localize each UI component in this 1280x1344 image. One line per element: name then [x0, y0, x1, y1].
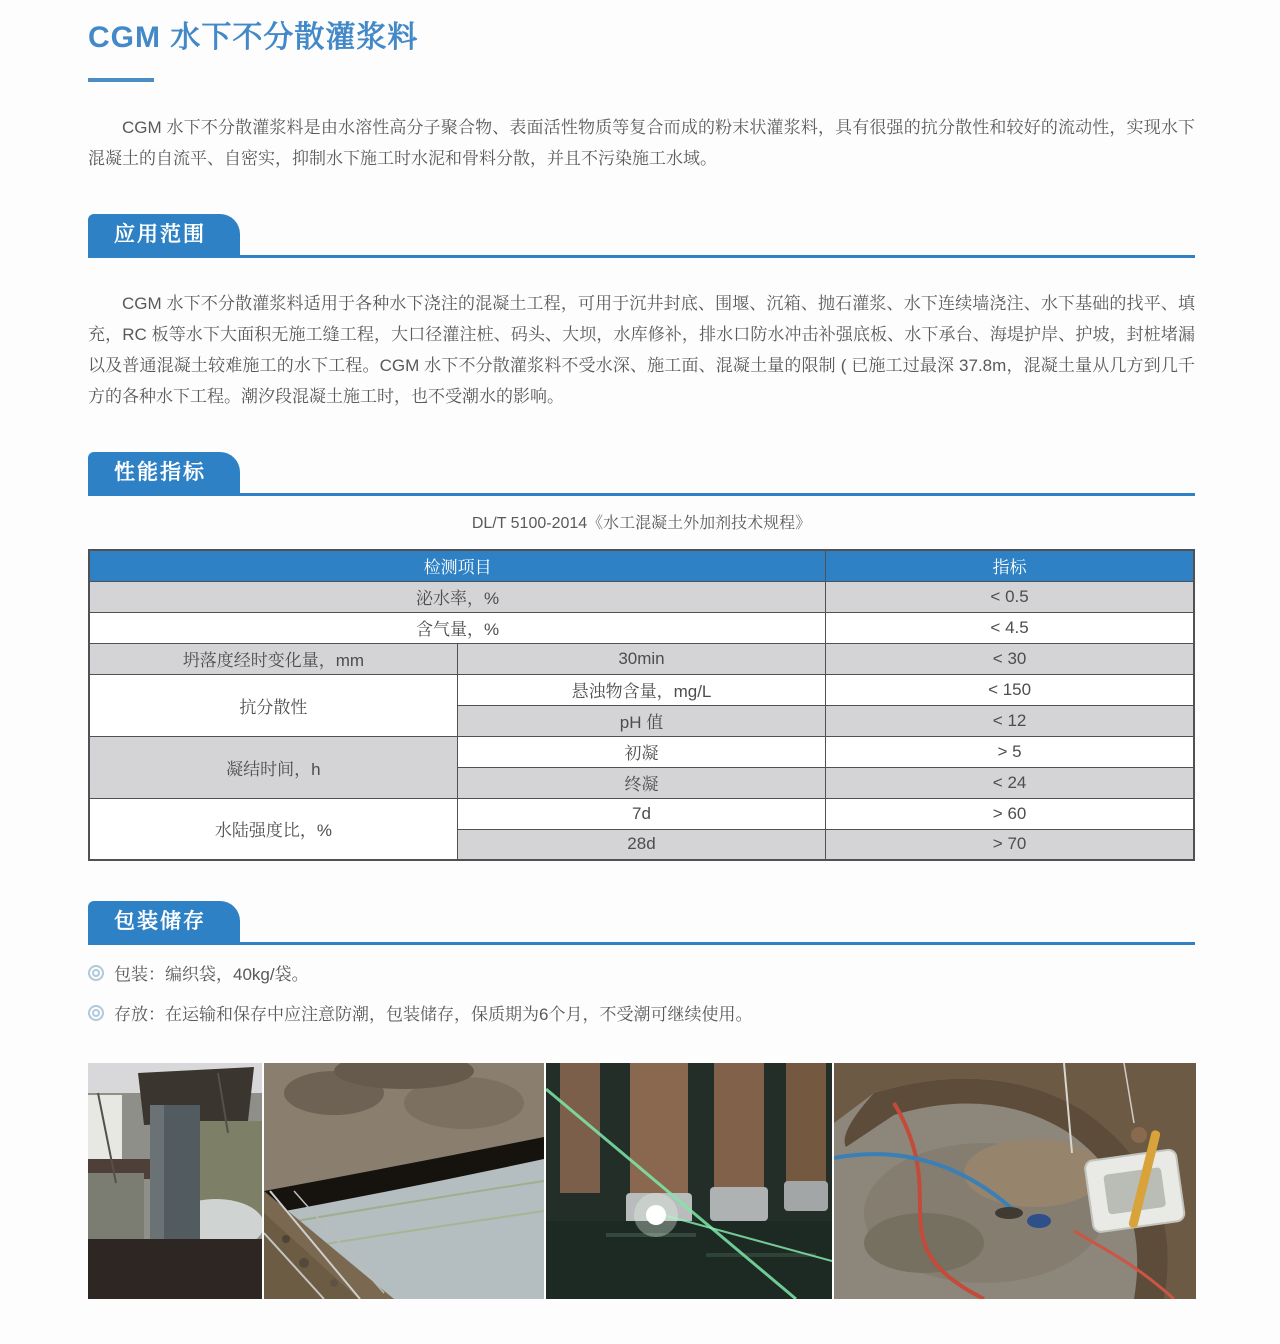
table-cell-item: 抗分散性: [89, 674, 457, 736]
table-header-row: [89, 550, 1194, 581]
table-cell-value: < 4.5: [826, 612, 1194, 643]
photo-caisson-mud-pit: [834, 1063, 1196, 1299]
table-header-item: 检测项目: [89, 550, 826, 581]
section-heading-application: 应用范围: [88, 214, 240, 255]
table-row: [89, 674, 1194, 705]
table-cell-value: < 12: [826, 705, 1194, 736]
list-item: [88, 960, 1195, 985]
table-row: [89, 798, 1194, 829]
ring-bullet-icon: [88, 965, 104, 981]
table-cell-value: < 24: [826, 767, 1194, 798]
intro-paragraph: CGM 水下不分散灌浆料是由水溶性高分子聚合物、表面活性物质等复合而成的粉末状灌浆料，具有很强的抗分散性和较好的流动性，实现水下混凝土的自流平、自密实，抑制水下施工时水泥和骨料分散，并且不污染施工水域。: [88, 118, 1195, 168]
table-cell-value: > 5: [826, 736, 1194, 767]
table-header-index: 指标: [826, 550, 1194, 581]
photo-pier-base-closeup: [264, 1063, 544, 1299]
ring-bullet-icon: [88, 1005, 104, 1021]
section-heading-performance: 性能指标: [88, 452, 240, 493]
section-bar-application: [88, 214, 1195, 258]
table-cell-value: < 150: [826, 674, 1194, 705]
table-cell-item: 凝结时间，h: [89, 736, 457, 798]
table-row: [89, 643, 1194, 674]
table-cell-sub: 30min: [457, 643, 825, 674]
table-cell-item: 坍落度经时变化量，mm: [89, 643, 457, 674]
packaging-item-text: 包装：编织袋，40kg/袋。: [114, 965, 309, 984]
section-heading-packaging: 包装储存: [88, 901, 240, 942]
title-underline-dash: [88, 78, 154, 82]
table-cell-sub: 7d: [457, 798, 825, 829]
photo-night-laser-piers: [546, 1063, 832, 1299]
table-cell-value: > 70: [826, 829, 1194, 860]
table-cell-item: 水陆强度比，%: [89, 798, 457, 860]
table-cell-sub: 初凝: [457, 736, 825, 767]
photo-bridge-pier: [88, 1063, 262, 1299]
packaging-item-text: 存放：在运输和保存中应注意防潮，包装储存，保质期为6个月，不受潮可继续使用。: [114, 1005, 753, 1024]
table-cell-value: > 60: [826, 798, 1194, 829]
photo-strip: [88, 1063, 1196, 1299]
table-cell-sub: pH 值: [457, 705, 825, 736]
performance-table: [88, 549, 1195, 861]
standard-reference-note: DL/T 5100-2014《水工混凝土外加剂技术规程》: [471, 515, 812, 532]
section-bar-performance: [88, 452, 1195, 496]
page-title: CGM 水下不分散灌浆料: [88, 21, 419, 54]
table-cell-sub: 悬浊物含量，mg/L: [457, 674, 825, 705]
table-row: [89, 581, 1194, 612]
application-paragraph: CGM 水下不分散灌浆料适用于各种水下浇注的混凝土工程，可用于沉井封底、围堰、沉箱、抛石灌浆、水下连续墙浇注、水下基础的找平、填充，RC 板等水下大面积无施工缝工程，大口径灌注桩、码头、大坝，水库修补，排水口防水冲击补强底板、水下承台、海堤护岸、护坡，封桩堵漏以及普通混凝土较难施工的水下工程。CGM 水下不分散灌浆料不受水深、施工面、混凝土量的限制 ( 已施工过最深 37.8m，混凝土量从几方到几千方的各种水下工程。潮汐段混凝土施工时，也不受潮水的影响。: [88, 294, 1195, 406]
table-cell-sub: 终凝: [457, 767, 825, 798]
table-cell-sub: 28d: [457, 829, 825, 860]
table-cell-value: < 0.5: [826, 581, 1194, 612]
table-cell-item: 含气量，%: [89, 612, 826, 643]
table-row: [89, 612, 1194, 643]
section-bar-packaging: [88, 901, 1195, 945]
table-cell-value: < 30: [826, 643, 1194, 674]
table-row: [89, 736, 1194, 767]
list-item: [88, 1000, 1195, 1025]
table-cell-item: 泌水率，%: [89, 581, 826, 612]
